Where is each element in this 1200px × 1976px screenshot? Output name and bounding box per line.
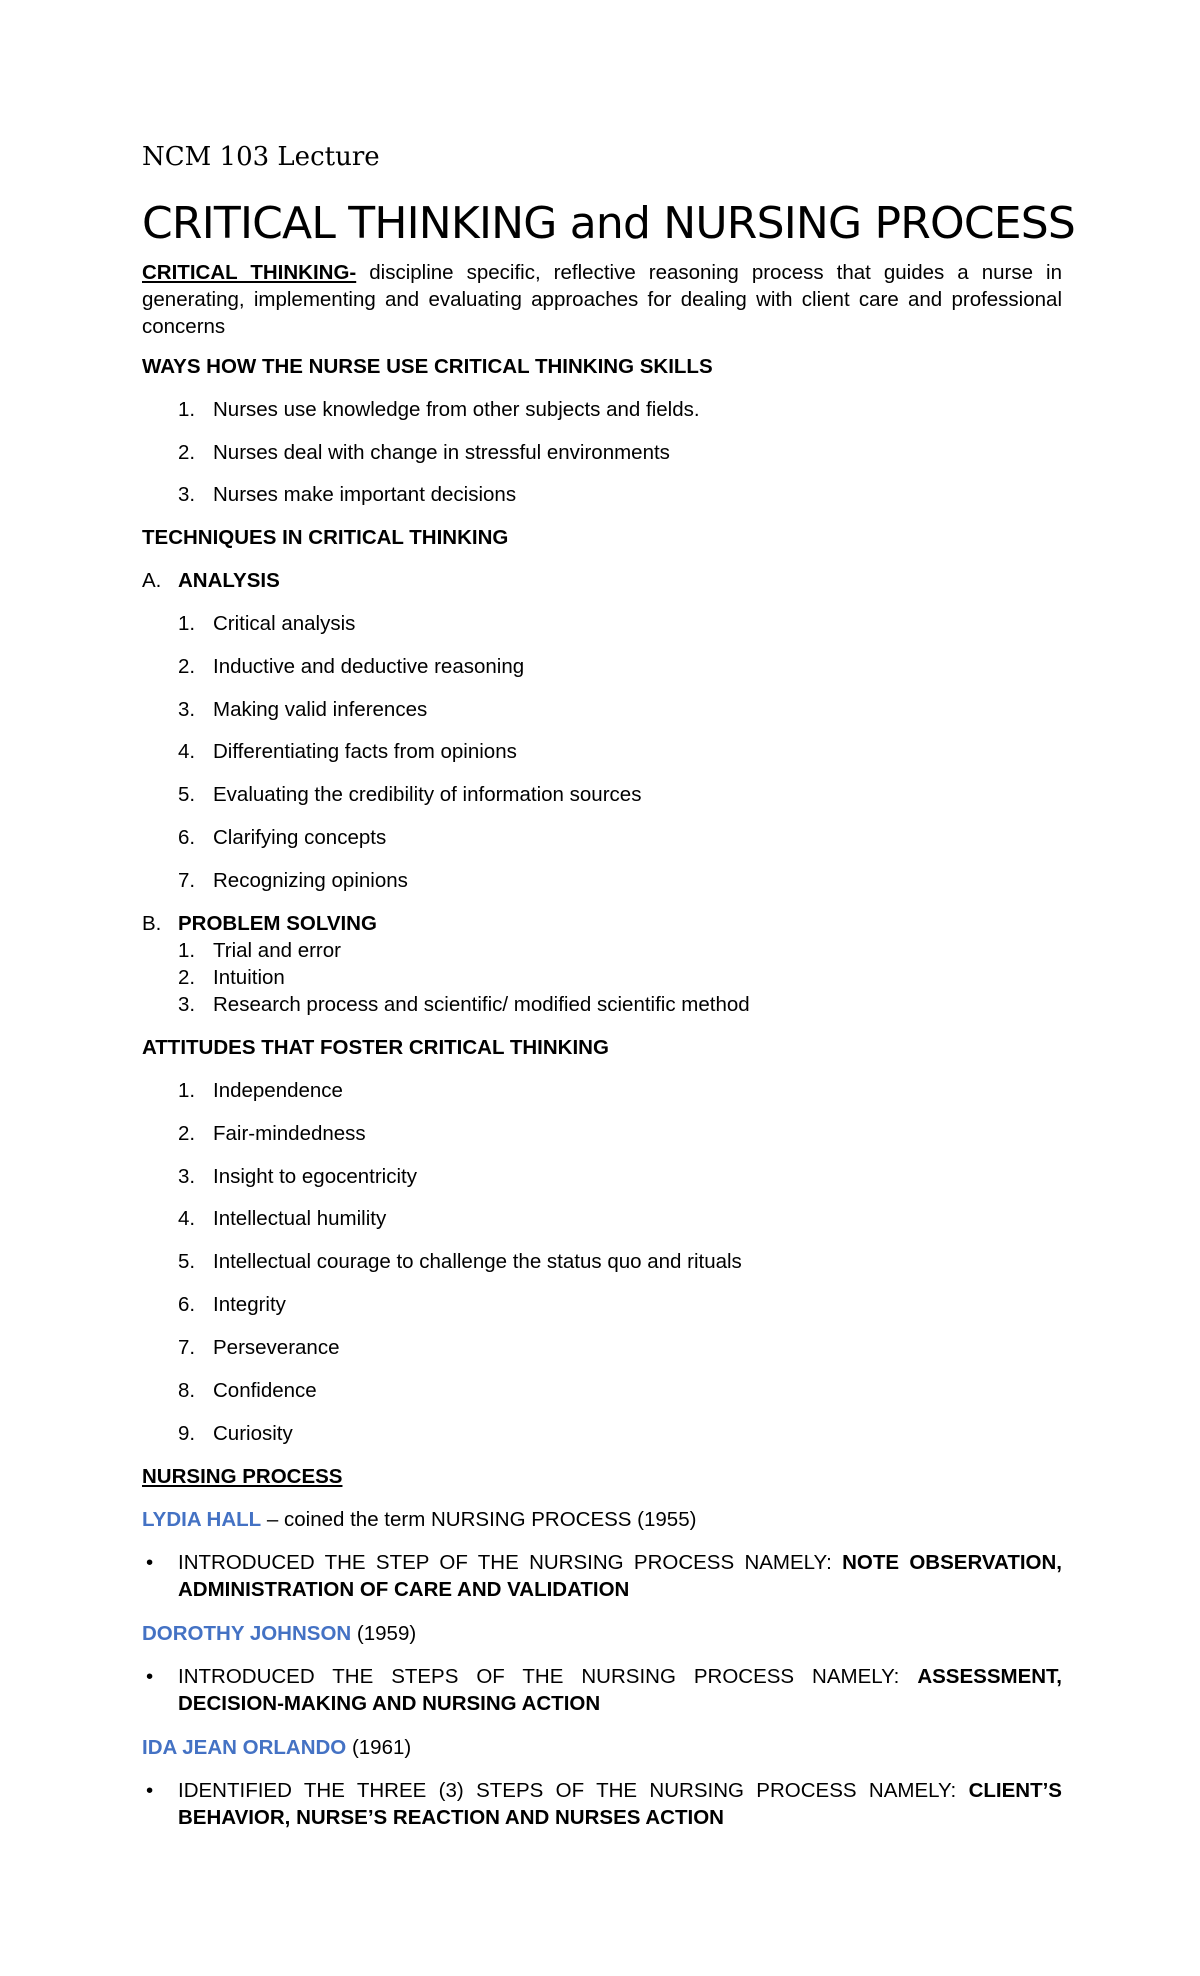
list-text: Perseverance bbox=[213, 1336, 340, 1359]
bullet-text: IDENTIFIED THE THREE (3) STEPS OF THE NURSING PROCESS NAMELY: CLIENT’S BEHAVIOR, NURSE’S REACTION AND NURSES ACTION bbox=[178, 1779, 1062, 1829]
list-number: 2. bbox=[178, 966, 196, 989]
techniques-heading: TECHNIQUES IN CRITICAL THINKING bbox=[142, 526, 509, 549]
theorist-hall bbox=[142, 1506, 696, 1533]
bullet-text: INTRODUCED THE STEP OF THE NURSING PROCESS NAMELY: NOTE OBSERVATION, ADMINISTRATION OF CARE AND VALIDATION bbox=[178, 1551, 1062, 1601]
list-number: 7. bbox=[178, 869, 196, 892]
critical-thinking-definition bbox=[142, 259, 1062, 340]
theorist-johnson bbox=[142, 1620, 416, 1647]
bullet-glyph: • bbox=[146, 1665, 154, 1688]
list-text: Nurses use knowledge from other subjects and fields. bbox=[213, 398, 700, 421]
list-number: 8. bbox=[178, 1379, 196, 1402]
list-text: Intuition bbox=[213, 966, 285, 989]
theorist-name: DOROTHY JOHNSON bbox=[142, 1622, 352, 1645]
list-text: Trial and error bbox=[213, 939, 341, 962]
section-label: PROBLEM SOLVING bbox=[178, 912, 377, 935]
list-text: Integrity bbox=[213, 1293, 286, 1316]
list-text: Evaluating the credibility of information sources bbox=[213, 783, 642, 806]
list-number: 3. bbox=[178, 1165, 196, 1188]
list-number: 3. bbox=[178, 993, 196, 1016]
list-text: Curiosity bbox=[213, 1422, 293, 1445]
list-text: Critical analysis bbox=[213, 612, 356, 635]
list-number: 1. bbox=[178, 612, 196, 635]
list-number: 3. bbox=[178, 698, 196, 721]
definition-text: discipline specific, reflective reasoning process that guides a nurse in generating, implementing and evaluating approaches for dealing with client care and professional concerns bbox=[142, 261, 1062, 338]
list-number: 3. bbox=[178, 483, 196, 506]
theorist-name: LYDIA HALL bbox=[142, 1508, 262, 1531]
theorist-name: IDA JEAN ORLANDO bbox=[142, 1736, 347, 1759]
theorist-detail: – coined the term NURSING PROCESS (1955) bbox=[261, 1508, 697, 1531]
nursing-process-heading: NURSING PROCESS bbox=[142, 1465, 343, 1488]
list-text: Clarifying concepts bbox=[213, 826, 387, 849]
bullet-glyph: • bbox=[146, 1779, 154, 1802]
list-number: 4. bbox=[178, 1207, 196, 1230]
list-number: 6. bbox=[178, 1293, 196, 1316]
list-number: 9. bbox=[178, 1422, 196, 1445]
list-text: Recognizing opinions bbox=[213, 869, 408, 892]
theorist-orlando bbox=[142, 1734, 411, 1761]
theorist-detail: (1959) bbox=[351, 1622, 417, 1645]
list-text: Research process and scientific/ modified scientific method bbox=[213, 993, 750, 1016]
list-number: 1. bbox=[178, 398, 196, 421]
list-number: 2. bbox=[178, 1122, 196, 1145]
list-number: 5. bbox=[178, 1250, 196, 1273]
list-number: 2. bbox=[178, 441, 196, 464]
list-text: Fair-mindedness bbox=[213, 1122, 366, 1145]
list-number: 7. bbox=[178, 1336, 196, 1359]
list-text: Making valid inferences bbox=[213, 698, 428, 721]
bullet-text: INTRODUCED THE STEPS OF THE NURSING PROCESS NAMELY: ASSESSMENT, DECISION-MAKING AND NURSING ACTION bbox=[178, 1665, 1062, 1715]
list-number: 1. bbox=[178, 1079, 196, 1102]
list-number: 5. bbox=[178, 783, 196, 806]
list-text: Insight to egocentricity bbox=[213, 1165, 417, 1188]
list-text: Intellectual courage to challenge the status quo and rituals bbox=[213, 1250, 742, 1273]
attitudes-heading: ATTITUDES THAT FOSTER CRITICAL THINKING bbox=[142, 1036, 609, 1059]
document-title: CRITICAL THINKING and NURSING PROCESS bbox=[142, 198, 1076, 249]
list-text: Inductive and deductive reasoning bbox=[213, 655, 525, 678]
list-text: Intellectual humility bbox=[213, 1207, 387, 1230]
list-text: Independence bbox=[213, 1079, 343, 1102]
definition-term: CRITICAL THINKING- bbox=[142, 261, 357, 284]
list-text: Confidence bbox=[213, 1379, 317, 1402]
list-text: Nurses make important decisions bbox=[213, 483, 517, 506]
list-text: Nurses deal with change in stressful environments bbox=[213, 441, 670, 464]
section-label: ANALYSIS bbox=[178, 569, 280, 592]
bullet-glyph: • bbox=[146, 1551, 154, 1574]
ways-heading: WAYS HOW THE NURSE USE CRITICAL THINKING SKILLS bbox=[142, 355, 713, 378]
list-number: 4. bbox=[178, 740, 196, 763]
list-text: Differentiating facts from opinions bbox=[213, 740, 517, 763]
list-number: 1. bbox=[178, 939, 196, 962]
page-label: NCM 103 Lecture bbox=[142, 142, 380, 172]
theorist-detail: (1961) bbox=[346, 1736, 412, 1759]
section-letter: B. bbox=[142, 912, 162, 935]
section-letter: A. bbox=[142, 569, 162, 592]
list-number: 6. bbox=[178, 826, 196, 849]
list-number: 2. bbox=[178, 655, 196, 678]
